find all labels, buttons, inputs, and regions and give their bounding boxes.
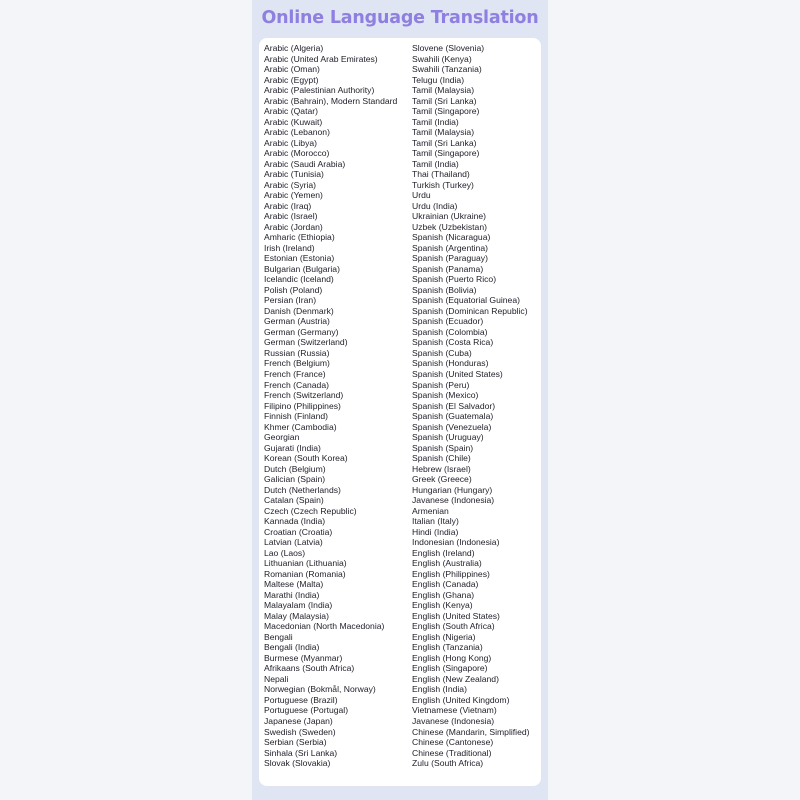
language-item[interactable]: Tamil (Sri Lanka) [412, 95, 477, 106]
language-item[interactable]: Latvian (Latvia) [264, 537, 323, 548]
language-item[interactable]: Tamil (Sri Lanka) [412, 137, 477, 148]
language-item[interactable]: Swahili (Tanzania) [412, 64, 482, 75]
language-item[interactable]: Dutch (Netherlands) [264, 484, 341, 495]
language-item[interactable]: Arabic (Yemen) [264, 190, 323, 201]
language-item[interactable]: Estonian (Estonia) [264, 253, 335, 264]
language-item[interactable]: French (Belgium) [264, 358, 330, 369]
language-item[interactable]: English (South Africa) [412, 621, 495, 632]
language-item[interactable]: Javanese (Indonesia) [412, 716, 495, 726]
language-item[interactable]: Irish (Ireland) [264, 242, 315, 253]
language-item[interactable]: English (Philippines) [412, 568, 490, 579]
language-item[interactable]: Maltese (Malta) [264, 579, 324, 590]
language-item[interactable]: Spanish (Spain) [412, 442, 474, 453]
language-item[interactable]: Arabic (United Arab Emirates) [264, 53, 378, 64]
language-item[interactable]: Zulu (South Africa) [412, 758, 484, 769]
app-screen [252, 0, 548, 800]
language-item[interactable]: Spanish (Equatorial Guinea) [412, 295, 520, 306]
language-item[interactable]: Chinese (Cantonese) [412, 737, 494, 748]
language-item[interactable]: English (India) [412, 684, 467, 695]
language-item[interactable]: Spanish (Ecuador) [412, 316, 484, 327]
language-item[interactable]: Javanese (Indonesia) [412, 495, 495, 506]
language-item[interactable]: Bulgarian (Bulgaria) [264, 263, 340, 274]
language-item[interactable]: English (Tanzania) [412, 642, 483, 653]
language-item[interactable]: Portuguese (Portugal) [264, 705, 349, 716]
language-item[interactable]: Danish (Denmark) [264, 305, 334, 316]
language-item[interactable]: Tamil (Singapore) [412, 106, 480, 117]
language-item[interactable]: Tamil (India) [412, 116, 459, 127]
language-item[interactable]: Georgian [264, 432, 300, 443]
language-item[interactable]: English (New Zealand) [412, 673, 499, 684]
language-item[interactable]: Tamil (Malaysia) [412, 127, 475, 138]
language-item[interactable]: Spanish (Bolivia) [412, 284, 477, 295]
language-item[interactable]: Malay (Malaysia) [264, 610, 329, 621]
language-item[interactable]: Burmese (Myanmar) [264, 652, 343, 663]
language-item[interactable]: Bengali (India) [264, 642, 320, 653]
language-item[interactable]: Bengali [264, 631, 293, 642]
language-item[interactable]: German (Austria) [264, 316, 330, 327]
language-item[interactable]: Hungarian (Hungary) [412, 484, 493, 495]
language-item[interactable]: English (Nigeria) [412, 631, 476, 642]
language-item[interactable]: Galician (Spain) [264, 474, 326, 485]
language-item[interactable]: French (Switzerland) [264, 390, 344, 401]
language-item[interactable]: Tamil (India) [412, 158, 459, 169]
language-item[interactable]: Japanese (Japan) [264, 716, 333, 726]
language-item[interactable]: Lithuanian (Lithuania) [264, 558, 347, 569]
language-item[interactable]: Hindi (India) [412, 526, 459, 537]
language-item[interactable]: Dutch (Belgium) [264, 463, 326, 474]
language-item[interactable]: Ukrainian (Ukraine) [412, 211, 487, 222]
language-item[interactable]: English (Hong Kong) [412, 652, 492, 663]
language-item[interactable]: Lao (Laos) [264, 547, 306, 558]
language-item[interactable]: Finnish (Finland) [264, 411, 328, 422]
language-item[interactable]: Arabic (Bahrain), Modern Standard [264, 95, 398, 106]
language-item[interactable]: Telugu (India) [412, 74, 465, 85]
language-item[interactable]: Serbian (Serbia) [264, 737, 327, 748]
language-item[interactable]: English (Canada) [412, 579, 479, 590]
language-item[interactable]: Hebrew (Israel) [412, 463, 471, 474]
language-item[interactable]: Spanish (Chile) [412, 453, 471, 464]
page-title: Online Language Translation [261, 8, 539, 28]
language-item[interactable]: French (France) [264, 368, 326, 379]
language-item[interactable]: Russian (Russia) [264, 347, 330, 358]
language-item[interactable]: English (Singapore) [412, 663, 488, 674]
language-item[interactable]: Arabic (Qatar) [264, 106, 318, 117]
language-item[interactable]: Vietnamese (Vietnam) [412, 705, 497, 716]
language-item[interactable]: English (Ghana) [412, 589, 475, 600]
language-item[interactable]: Spanish (Argentina) [412, 242, 488, 253]
language-item[interactable]: Spanish (Cuba) [412, 347, 472, 358]
language-item[interactable]: Filipino (Philippines) [264, 400, 341, 411]
language-item[interactable]: Arabic (Algeria) [264, 43, 324, 53]
language-item[interactable]: Arabic (Kuwait) [264, 116, 323, 127]
language-item[interactable]: Croatian (Croatia) [264, 526, 333, 537]
language-item[interactable]: Amharic (Ethiopia) [264, 232, 335, 243]
language-item[interactable]: Spanish (Uruguay) [412, 432, 484, 443]
language-item[interactable]: Spanish (Costa Rica) [412, 337, 494, 348]
language-item[interactable]: Marathi (India) [264, 589, 320, 600]
language-item[interactable]: Arabic (Jordan) [264, 221, 323, 232]
language-item[interactable]: Spanish (Guatemala) [412, 411, 494, 422]
language-item[interactable]: Spanish (Colombia) [412, 326, 488, 337]
language-item[interactable]: Tamil (Singapore) [412, 148, 480, 159]
language-item[interactable]: Catalan (Spain) [264, 495, 324, 506]
language-item[interactable]: Chinese (Mandarin, Simplified) [412, 726, 530, 737]
language-item[interactable]: Korean (South Korea) [264, 453, 348, 464]
language-item[interactable]: Spanish (Puerto Rico) [412, 274, 497, 285]
language-item[interactable]: Turkish (Turkey) [412, 179, 474, 190]
language-item[interactable]: Greek (Greece) [412, 474, 472, 485]
language-item[interactable]: Arabic (Oman) [264, 64, 320, 75]
language-item[interactable]: Italian (Italy) [412, 516, 459, 527]
language-item[interactable]: Arabic (Lebanon) [264, 127, 330, 138]
language-item[interactable]: Khmer (Cambodia) [264, 421, 337, 432]
language-item[interactable]: Norwegian (Bokmål, Norway) [264, 684, 376, 695]
language-item[interactable]: Sinhala (Sri Lanka) [264, 747, 338, 758]
language-item[interactable]: Afrikaans (South Africa) [264, 663, 355, 674]
language-item[interactable]: Urdu (India) [412, 200, 458, 211]
language-item[interactable]: Tamil (Malaysia) [412, 85, 475, 96]
language-column-left [264, 43, 397, 769]
language-item[interactable]: Urdu [412, 190, 431, 201]
language-item[interactable]: Thai (Thailand) [412, 169, 470, 180]
language-item[interactable]: Macedonian (North Macedonia) [264, 621, 385, 632]
language-item[interactable]: Malayalam (India) [264, 600, 333, 611]
language-item[interactable]: Swahili (Kenya) [412, 53, 472, 64]
language-item[interactable]: French (Canada) [264, 379, 329, 390]
language-item[interactable]: Arabic (Tunisia) [264, 169, 324, 180]
language-item[interactable]: German (Germany) [264, 326, 339, 337]
language-item[interactable]: Gujarati (India) [264, 442, 321, 453]
language-item[interactable]: English (Australia) [412, 558, 482, 569]
language-item[interactable]: Spanish (Honduras) [412, 358, 489, 369]
language-item[interactable]: Slovene (Slovenia) [412, 43, 485, 53]
language-item[interactable]: Czech (Czech Republic) [264, 505, 357, 516]
language-item[interactable]: Swedish (Sweden) [264, 726, 336, 737]
language-item[interactable]: Spanish (United States) [412, 368, 503, 379]
language-item[interactable]: Arabic (Egypt) [264, 74, 319, 85]
language-item[interactable]: Arabic (Morocco) [264, 148, 330, 159]
language-item[interactable]: Arabic (Iraq) [264, 200, 312, 211]
language-item[interactable]: Icelandic (Iceland) [264, 274, 334, 285]
language-item[interactable]: Kannada (India) [264, 516, 326, 527]
language-item[interactable]: Polish (Poland) [264, 284, 323, 295]
language-item[interactable]: English (United Kingdom) [412, 694, 510, 705]
language-item[interactable]: English (United States) [412, 610, 500, 621]
language-item[interactable]: Spanish (Venezuela) [412, 421, 492, 432]
language-item[interactable]: Chinese (Traditional) [412, 747, 492, 758]
language-item[interactable]: Spanish (Panama) [412, 263, 484, 274]
language-item[interactable]: Armenian [412, 505, 449, 516]
language-item[interactable]: Romanian (Romania) [264, 568, 346, 579]
language-column-right [412, 43, 530, 769]
language-item[interactable]: Arabic (Israel) [264, 211, 318, 222]
language-item[interactable]: German (Switzerland) [264, 337, 348, 348]
language-item[interactable]: Arabic (Libya) [264, 137, 318, 148]
language-item[interactable]: English (Ireland) [412, 547, 475, 558]
language-item[interactable]: Spanish (El Salvador) [412, 400, 496, 411]
language-item[interactable]: Spanish (Paraguay) [412, 253, 488, 264]
language-item[interactable]: Arabic (Saudi Arabia) [264, 158, 346, 169]
language-item[interactable]: Persian (Iran) [264, 295, 317, 306]
language-item[interactable]: Portuguese (Brazil) [264, 694, 338, 705]
language-item[interactable]: Arabic (Syria) [264, 179, 317, 190]
language-item[interactable]: English (Kenya) [412, 600, 473, 611]
language-item[interactable]: Arabic (Palestinian Authority) [264, 85, 375, 96]
language-item[interactable]: Nepali [264, 673, 289, 684]
language-item[interactable]: Spanish (Nicaragua) [412, 232, 491, 243]
language-item[interactable]: Spanish (Mexico) [412, 390, 479, 401]
language-item[interactable]: Spanish (Dominican Republic) [412, 305, 528, 316]
language-item[interactable]: Slovak (Slovakia) [264, 758, 331, 769]
language-item[interactable]: Indonesian (Indonesia) [412, 537, 500, 548]
language-item[interactable]: Spanish (Peru) [412, 379, 470, 390]
language-item[interactable]: Uzbek (Uzbekistan) [412, 221, 487, 232]
language-list-card [259, 38, 541, 786]
